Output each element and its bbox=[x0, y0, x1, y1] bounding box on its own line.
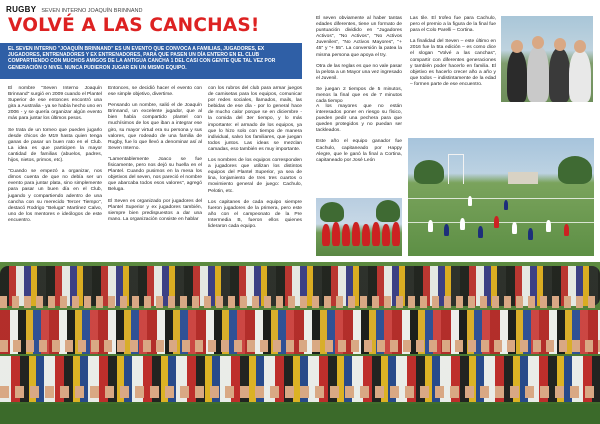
paragraph: El seven obviamente al haber tantas edades diferentes, tiene un formato de puntuación dividido en "Jugadores Activos", "No Activos", "No Activos Juveniles", "No Activos Mayores", "+ 45" y "+ 55". La conversión la patea la misma persona que apoya el try. bbox=[316, 16, 402, 58]
section-label: RUGBY bbox=[6, 5, 37, 14]
text-column-2 bbox=[108, 86, 202, 228]
paragraph: La finalidad del Seven – este último en 2016 fue la 5ta edición – es como dice el slogan "Volvé a las canchas", compartir con diferentes generaciones y también poder hacerlo en familia. El objetivo es hacerlo crecer año a año y que todos – indistintamente de la edad – formen parte de ese encuentro. bbox=[410, 39, 496, 87]
paragraph: Los nombres de los equipos corresponden a jugadores que utilizan los distintos equipos del Plantel Superior, ya sea de lina, lonjamiento de tres tres cuartos o movimiento general de juego: Cachulo, Pelotin, etc. bbox=[208, 158, 302, 194]
paragraph: Otra de las reglas es que no vale pasar la pelota a un Mayor una vez ingresado el Juvenil. bbox=[316, 63, 402, 81]
photo-portrait bbox=[501, 16, 593, 102]
paragraph: "Cuando se empezó a organizar, nos dimos cuenta de que no debía ser un evento para juntar plata, sino simplemente para pasar un buen día en el Club, jugando y compartiendo adentro de una cancha con su merecido Tercer Tiempo", destacó Rodrigo "Beluga" Martínez Calvo, uno de los mentores e ideólogos de este encuentro. bbox=[8, 169, 102, 223]
photo-group bbox=[0, 262, 600, 424]
section-header bbox=[6, 5, 143, 14]
paragraph: Entonces, se decidió hacer el evento con ese simple objetivo, divertirse. bbox=[108, 86, 202, 98]
photo-match bbox=[408, 138, 594, 256]
paragraph: A los mayores que no están interesados poner en riesgo su físico, pueden pedir una pechera para que queden protegidos y no puedan ser tackleados. bbox=[316, 104, 402, 134]
text-column-5 bbox=[410, 16, 496, 93]
paragraph: Este año el equipo ganador fue Cachulo, capitaneado por Happy Alegre, que le ganó la final a Cortina, capitaneado por José León bbox=[316, 139, 402, 163]
paragraph: Los capitanes de cada equipo siempre fueron jugadores de la primera, pero este año con el campeonato de la Pre Intermedia B, fueron ellos quienes lideraron cada equipo. bbox=[208, 199, 302, 229]
paragraph: Se trata de un torneo que pueden jugarlo desde chicos de M19 hasta quien tenga ganas de pasar un buen rato en el Club. La idea es que participen la mayor cantidad de familias (abuelos, padres, hijos, nietos, primos, etc). bbox=[8, 127, 102, 164]
paragraph: con los rubros del club para armar juegos de camisetas para los equipos, comunicar por redes sociales, llamados, mails, las bebidas de ese día - por lo general hace de mucho calor porque se en diciembre - la comida del 3er tiempo, y lo más importante: el armado de los equipos, ya que lo hizo solo con tiempo de manera individual, salvo los familiares, que juegan todos juntos. Las ideas se mezclan camadas, eso también es muy importante. bbox=[208, 86, 302, 152]
paragraph: "Lamentablemente Joaco se fue fisicamente, pero nos dejó su huella en el Plantel. Cuando pusimos en la mesa los objetivos del seven, nos pareció el nombre que abarcaba todos esos valores", agregó Beluga. bbox=[108, 156, 202, 193]
text-column-3 bbox=[208, 86, 302, 235]
paragraph: El nombre "Seven Interno Joaquín Brinnand" surgió en 2009 cuando el Plantel Superior de ese entonces encontró una gira a Australia - ya se había hecho uno en 2006 - y se quería organizar algún evento más para juntar los últimos pesos. bbox=[8, 86, 102, 122]
paragraph: Las tile. El trofeo fue para Cachulo, pero el premio a la figura de la final fue para el Colo Parelli – Cortina. bbox=[410, 16, 496, 34]
paragraph: Pensando un nombre, salió el de Joaquín Brinnand, un excelente jugador, que al bien había compartido plantel con muchísimos de los que iban a integrar ese giro, su mayor virtud era su persona y sus valores, que rodeado de una familia de Rugby, fue lo que llevó a denominar así al Seven Interno. bbox=[108, 103, 202, 151]
text-column-6 bbox=[316, 104, 402, 169]
paragraph: Se juegan 2 tiempos de 5 minutos, menos la final que es de 7 minutos cada tiempo bbox=[316, 86, 402, 105]
text-column-4 bbox=[316, 16, 402, 110]
photo-team bbox=[316, 198, 402, 256]
article-title: VOLVÉ A LAS CANCHAS! bbox=[8, 15, 260, 36]
paragraph: El Seven es organizado por jugadores del Plantel Superior y ex jugadores también, siempre bien predispuestos a dar una mano. La organización consiste en hablar bbox=[108, 198, 202, 222]
text-column-1 bbox=[8, 86, 102, 229]
subsection-label: SEVEN INTERNO JOAQUÍN BRINNAND bbox=[41, 8, 143, 14]
article-lede: EL SEVEN INTERNO "JOAQUÍN BRINNAND" ES UN EVENTO QUE CONVOCA A FAMILIAS, JUGADORES, EX JUGADORES, ENTRENADORES Y EX ENTRENADORES, PARA QUE PASEN UN DÍA ENTERO EN EL CLUB COMPARTIENDO CON MUCHOS AMIGOS DE LA ANTIGUA CANCHA 1 DEL CASI CON GENTE QUE TAL VEZ POR GENERACIÓN O NIVEL NUNCA PUDIERON JUGAR EN UN MISMO EQUIPO. bbox=[8, 46, 276, 71]
